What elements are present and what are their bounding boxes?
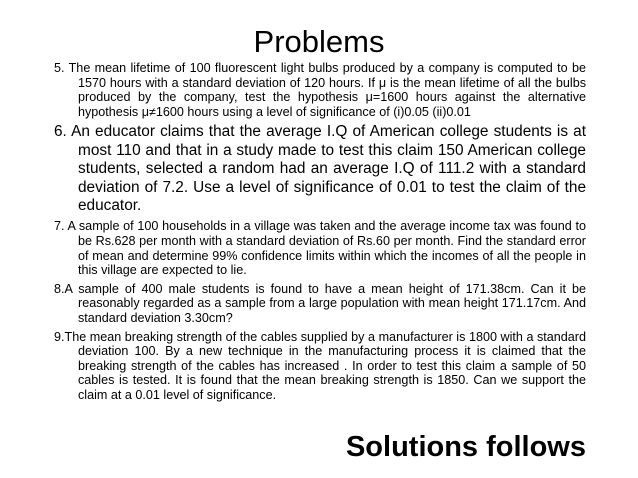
problem-5: 5. The mean lifetime of 100 fluorescent light bulbs produced by a company is computed to be 1570 hours with a standard deviation of 120 hours. If μ is the mean lifetime of all the bulbs produced by the company, test the hypothesis μ=1600 hours against the alternative hypothesis μ≠1600 hours using a level of significance of (i)0.05 (ii)0.01 <box>54 61 586 119</box>
slide-title: Problems <box>253 24 385 59</box>
problem-7: 7. A sample of 100 households in a village was taken and the average income tax was found to be Rs.628 per month with a standard deviation of Rs.60 per month. Find the standard error of mean and determine 99% confidence limits within which the incomes of all the people in this village are expected to lie. <box>54 219 586 278</box>
solutions-follows-heading: Solutions follows <box>345 431 586 463</box>
problem-6: 6. An educator claims that the average I.Q of American college students is at most 110 and that in a study made to test this claim 150 American college students, selected a random had an average I.Q of 111.2 with a standard deviation of 7.2. Use a level of significance of 0.01 to test the claim of the educator. <box>54 123 586 214</box>
problem-9: 9.The mean breaking strength of the cables supplied by a manufacturer is 1800 with a standard deviation 100. By a new technique in the manufacturing process it is claimed that the breaking strength of the cables has increased . In order to test this claim a sample of 50 cables is tested. It is found that the mean breaking strength is 1850. Can we support the claim at a 0.01 level of significance. <box>54 329 586 402</box>
problem-list <box>54 61 586 407</box>
problem-8: 8.A sample of 400 male students is found to have a mean height of 171.38cm. Can it be reasonably regarded as a sample from a large population with mean height 171.17cm. And standard deviation 3.30cm? <box>54 281 586 325</box>
